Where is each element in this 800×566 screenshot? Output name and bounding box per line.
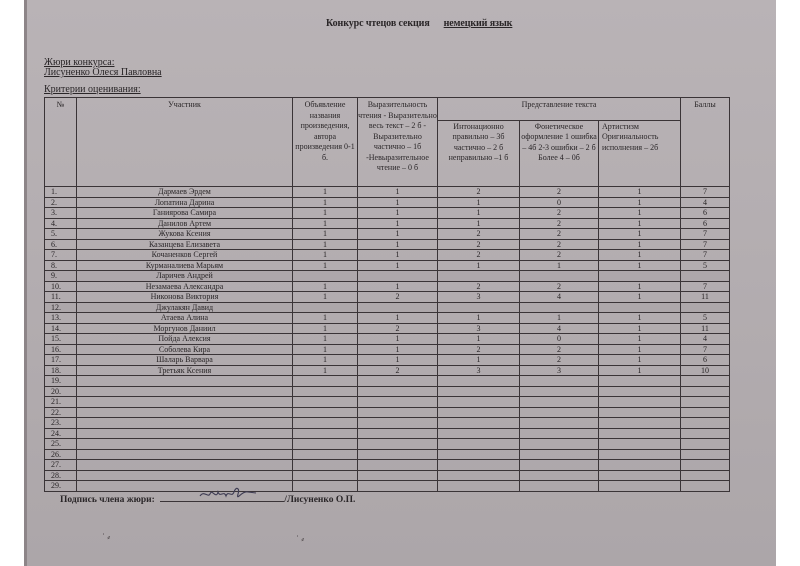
cell-name: Ганиярова Самира <box>77 208 293 219</box>
cell-inton: 2 <box>438 239 520 250</box>
cell-total <box>681 418 730 429</box>
cell-inton: 2 <box>438 229 520 240</box>
table-row <box>45 344 730 355</box>
cell-express <box>358 449 438 460</box>
cell-total <box>681 460 730 471</box>
cell-art <box>599 439 681 450</box>
signature-line <box>160 492 284 502</box>
cell-art: 1 <box>599 197 681 208</box>
cell-art <box>599 302 681 313</box>
cell-announce <box>293 428 358 439</box>
cell-inton <box>438 481 520 492</box>
cell-inton: 1 <box>438 218 520 229</box>
cell-inton: 1 <box>438 313 520 324</box>
cell-express: 2 <box>358 292 438 303</box>
cell-announce <box>293 481 358 492</box>
document-title <box>326 18 512 29</box>
title-text: Конкурс чтецов секция <box>326 18 430 29</box>
cell-art: 1 <box>599 208 681 219</box>
header-participant: Участник <box>77 98 293 187</box>
cell-art: 1 <box>599 313 681 324</box>
cell-name <box>77 376 293 387</box>
header-announcement: Объявление названия произведения, автора произведения 0-1 б. <box>293 98 358 187</box>
cell-phon: 1 <box>520 260 599 271</box>
cell-express: 2 <box>358 365 438 376</box>
cell-num: 23. <box>45 418 77 429</box>
cell-num: 21. <box>45 397 77 408</box>
table-row <box>45 407 730 418</box>
cell-announce: 1 <box>293 365 358 376</box>
cell-express: 1 <box>358 281 438 292</box>
cell-art: 1 <box>599 281 681 292</box>
cell-inton: 1 <box>438 197 520 208</box>
cell-total <box>681 449 730 460</box>
cell-announce <box>293 460 358 471</box>
cell-phon <box>520 397 599 408</box>
cell-art: 1 <box>599 292 681 303</box>
cell-name: Курманалиева Марьям <box>77 260 293 271</box>
cell-express <box>358 460 438 471</box>
cell-num: 3. <box>45 208 77 219</box>
cell-art <box>599 460 681 471</box>
cell-inton: 2 <box>438 250 520 261</box>
cell-num: 17. <box>45 355 77 366</box>
cell-num: 7. <box>45 250 77 261</box>
cell-total <box>681 481 730 492</box>
cell-num: 2. <box>45 197 77 208</box>
cell-total <box>681 386 730 397</box>
cell-name: Третьяк Ксения <box>77 365 293 376</box>
cell-announce: 1 <box>293 250 358 261</box>
cell-num: 18. <box>45 365 77 376</box>
table-row <box>45 428 730 439</box>
cell-total: 7 <box>681 250 730 261</box>
cell-total: 4 <box>681 334 730 345</box>
cell-art <box>599 428 681 439</box>
cell-art <box>599 376 681 387</box>
section-name: немецкий язык <box>443 18 513 29</box>
cell-phon: 2 <box>520 208 599 219</box>
cell-announce: 1 <box>293 197 358 208</box>
cell-inton <box>438 418 520 429</box>
cell-name <box>77 481 293 492</box>
cell-total: 11 <box>681 323 730 334</box>
cell-art: 1 <box>599 365 681 376</box>
cell-num: 8. <box>45 260 77 271</box>
cell-inton: 2 <box>438 344 520 355</box>
cell-num: 6. <box>45 239 77 250</box>
cell-num: 5. <box>45 229 77 240</box>
table-row <box>45 323 730 334</box>
cell-express: 1 <box>358 250 438 261</box>
table-row <box>45 313 730 324</box>
cell-inton: 3 <box>438 323 520 334</box>
cell-num: 9. <box>45 271 77 282</box>
table-row <box>45 397 730 408</box>
cell-express <box>358 481 438 492</box>
cell-phon: 2 <box>520 229 599 240</box>
header-artistry: Артистизм Оригинальность исполнения – 2б <box>599 120 681 186</box>
table-row <box>45 481 730 492</box>
cell-art: 1 <box>599 355 681 366</box>
cell-announce <box>293 418 358 429</box>
cell-inton <box>438 376 520 387</box>
cell-art: 1 <box>599 250 681 261</box>
cell-num: 26. <box>45 449 77 460</box>
cell-announce: 1 <box>293 239 358 250</box>
cell-express: 1 <box>358 208 438 219</box>
table-row <box>45 365 730 376</box>
cell-phon: 3 <box>520 365 599 376</box>
cell-num: 1. <box>45 187 77 198</box>
cell-num: 25. <box>45 439 77 450</box>
cell-phon <box>520 302 599 313</box>
cell-name: Джулакян Давид <box>77 302 293 313</box>
cell-express <box>358 271 438 282</box>
header-presentation: Представление текста <box>438 98 681 121</box>
cell-announce <box>293 386 358 397</box>
cell-name: Кочаненков Сергей <box>77 250 293 261</box>
cell-total: 5 <box>681 260 730 271</box>
cell-phon <box>520 439 599 450</box>
cell-phon <box>520 386 599 397</box>
signature-name: /Лисуненко О.П. <box>284 495 356 505</box>
signature-block <box>60 492 355 505</box>
cell-announce: 1 <box>293 344 358 355</box>
cell-inton: 1 <box>438 334 520 345</box>
cell-num: 4. <box>45 218 77 229</box>
table-row <box>45 281 730 292</box>
cell-phon: 2 <box>520 187 599 198</box>
table-row <box>45 376 730 387</box>
table-row <box>45 292 730 303</box>
cell-art <box>599 397 681 408</box>
cell-inton: 1 <box>438 208 520 219</box>
speck-mark: ˙ ⸗ <box>296 534 305 544</box>
cell-total: 7 <box>681 239 730 250</box>
cell-phon <box>520 418 599 429</box>
cell-num: 11. <box>45 292 77 303</box>
cell-art <box>599 407 681 418</box>
cell-num: 16. <box>45 344 77 355</box>
cell-art: 1 <box>599 218 681 229</box>
cell-total: 6 <box>681 218 730 229</box>
cell-name: Моргунов Даниил <box>77 323 293 334</box>
cell-inton: 1 <box>438 260 520 271</box>
cell-announce: 1 <box>293 281 358 292</box>
cell-inton <box>438 460 520 471</box>
header-total: Баллы <box>681 98 730 187</box>
cell-total <box>681 302 730 313</box>
table-row <box>45 260 730 271</box>
cell-phon: 2 <box>520 218 599 229</box>
cell-name <box>77 397 293 408</box>
table-row <box>45 449 730 460</box>
cell-express: 1 <box>358 197 438 208</box>
cell-total <box>681 271 730 282</box>
table-row <box>45 418 730 429</box>
cell-announce: 1 <box>293 187 358 198</box>
cell-total: 4 <box>681 197 730 208</box>
cell-total <box>681 428 730 439</box>
cell-announce <box>293 397 358 408</box>
cell-phon: 2 <box>520 355 599 366</box>
cell-announce: 1 <box>293 208 358 219</box>
cell-phon <box>520 407 599 418</box>
header-expressiveness: Выразительность чтения - Выразительно весь текст – 2 б - Выразительно частично – 1б -Невыразительное чтение – 0 б <box>358 98 438 187</box>
cell-art: 1 <box>599 323 681 334</box>
cell-phon <box>520 428 599 439</box>
cell-art: 1 <box>599 334 681 345</box>
handwritten-signature-icon <box>198 484 258 504</box>
cell-announce: 1 <box>293 292 358 303</box>
document-paper <box>24 0 776 566</box>
cell-name: Ларичев Андрей <box>77 271 293 282</box>
cell-art: 1 <box>599 239 681 250</box>
cell-express: 1 <box>358 187 438 198</box>
cell-express: 2 <box>358 323 438 334</box>
table-row <box>45 250 730 261</box>
cell-announce <box>293 407 358 418</box>
cell-phon <box>520 376 599 387</box>
cell-phon <box>520 449 599 460</box>
cell-inton: 3 <box>438 365 520 376</box>
cell-express: 1 <box>358 344 438 355</box>
score-table-body <box>45 187 730 492</box>
table-row <box>45 302 730 313</box>
cell-num: 14. <box>45 323 77 334</box>
cell-num: 12. <box>45 302 77 313</box>
table-row <box>45 460 730 471</box>
cell-phon <box>520 271 599 282</box>
table-row <box>45 197 730 208</box>
cell-inton <box>438 470 520 481</box>
cell-name <box>77 460 293 471</box>
table-row <box>45 271 730 282</box>
cell-announce: 1 <box>293 218 358 229</box>
cell-art <box>599 386 681 397</box>
cell-phon: 1 <box>520 313 599 324</box>
cell-express <box>358 439 438 450</box>
cell-inton <box>438 407 520 418</box>
cell-total: 10 <box>681 365 730 376</box>
cell-num: 24. <box>45 428 77 439</box>
cell-art <box>599 449 681 460</box>
cell-express <box>358 397 438 408</box>
cell-phon: 2 <box>520 281 599 292</box>
cell-total <box>681 439 730 450</box>
signature-label: Подпись члена жюри: <box>60 495 155 505</box>
cell-inton <box>438 449 520 460</box>
table-row <box>45 334 730 345</box>
table-row <box>45 187 730 198</box>
cell-name: Казанцева Елизавета <box>77 239 293 250</box>
cell-announce <box>293 302 358 313</box>
cell-express: 1 <box>358 229 438 240</box>
cell-inton <box>438 428 520 439</box>
cell-name: Шаларь Варвара <box>77 355 293 366</box>
cell-inton: 2 <box>438 187 520 198</box>
jury-name: Лисуненко Олеся Павловна <box>44 67 162 78</box>
cell-total: 5 <box>681 313 730 324</box>
table-row <box>45 208 730 219</box>
cell-total: 6 <box>681 355 730 366</box>
cell-express: 1 <box>358 313 438 324</box>
cell-total <box>681 470 730 481</box>
cell-express <box>358 407 438 418</box>
cell-num: 19. <box>45 376 77 387</box>
cell-phon <box>520 470 599 481</box>
cell-art <box>599 481 681 492</box>
cell-num: 29. <box>45 481 77 492</box>
cell-num: 20. <box>45 386 77 397</box>
cell-announce <box>293 470 358 481</box>
cell-express: 1 <box>358 355 438 366</box>
cell-num: 22. <box>45 407 77 418</box>
cell-num: 15. <box>45 334 77 345</box>
cell-name <box>77 470 293 481</box>
table-row <box>45 470 730 481</box>
cell-inton: 1 <box>438 355 520 366</box>
cell-name <box>77 449 293 460</box>
cell-inton <box>438 386 520 397</box>
table-row <box>45 355 730 366</box>
cell-num: 27. <box>45 460 77 471</box>
cell-phon: 0 <box>520 334 599 345</box>
cell-art: 1 <box>599 260 681 271</box>
cell-art: 1 <box>599 229 681 240</box>
cell-announce <box>293 271 358 282</box>
jury-label: Жюри конкурса: <box>44 57 115 68</box>
cell-announce <box>293 439 358 450</box>
cell-inton <box>438 439 520 450</box>
cell-name <box>77 418 293 429</box>
cell-name: Пойда Алексия <box>77 334 293 345</box>
cell-name: Жукова Ксения <box>77 229 293 240</box>
table-row <box>45 218 730 229</box>
cell-inton: 2 <box>438 281 520 292</box>
cell-phon: 4 <box>520 323 599 334</box>
cell-express: 1 <box>358 334 438 345</box>
cell-announce: 1 <box>293 334 358 345</box>
cell-express <box>358 470 438 481</box>
cell-total <box>681 376 730 387</box>
cell-art: 1 <box>599 187 681 198</box>
score-table <box>44 97 730 492</box>
table-row <box>45 439 730 450</box>
table-row <box>45 239 730 250</box>
cell-express <box>358 428 438 439</box>
criteria-label: Критерии оценивания: <box>44 84 141 95</box>
header-phonetic: Фонетическое оформление 1 ошибка – 4б 2-3 ошибки – 2 б Более 4 – 0б <box>520 120 599 186</box>
cell-phon <box>520 481 599 492</box>
cell-announce: 1 <box>293 313 358 324</box>
cell-art <box>599 418 681 429</box>
cell-num: 13. <box>45 313 77 324</box>
cell-name: Никонова Виктория <box>77 292 293 303</box>
cell-announce: 1 <box>293 260 358 271</box>
cell-express <box>358 386 438 397</box>
cell-express: 1 <box>358 218 438 229</box>
cell-name: Атаева Алина <box>77 313 293 324</box>
header-intonation: Интонационно правильно – 3б частично – 2 б неправильно –1 б <box>438 120 520 186</box>
cell-phon <box>520 460 599 471</box>
cell-name: Дармаев Эрдем <box>77 187 293 198</box>
cell-phon: 2 <box>520 250 599 261</box>
cell-name: Лопатина Дарина <box>77 197 293 208</box>
header-num: № <box>45 98 77 187</box>
cell-art <box>599 470 681 481</box>
cell-total: 7 <box>681 281 730 292</box>
cell-name <box>77 428 293 439</box>
cell-phon: 4 <box>520 292 599 303</box>
cell-announce: 1 <box>293 323 358 334</box>
cell-total <box>681 397 730 408</box>
cell-art: 1 <box>599 344 681 355</box>
cell-name: Незамаева Александра <box>77 281 293 292</box>
cell-express <box>358 376 438 387</box>
cell-express <box>358 418 438 429</box>
cell-total: 7 <box>681 344 730 355</box>
cell-art <box>599 271 681 282</box>
cell-announce: 1 <box>293 355 358 366</box>
cell-total: 7 <box>681 229 730 240</box>
speck-mark: ˙ ⸗ <box>102 532 111 542</box>
cell-name <box>77 439 293 450</box>
cell-name: Соболева Кира <box>77 344 293 355</box>
cell-express: 1 <box>358 260 438 271</box>
table-row <box>45 386 730 397</box>
cell-num: 10. <box>45 281 77 292</box>
cell-total: 6 <box>681 208 730 219</box>
cell-announce: 1 <box>293 229 358 240</box>
cell-phon: 2 <box>520 239 599 250</box>
cell-name: Данилов Артем <box>77 218 293 229</box>
cell-phon: 0 <box>520 197 599 208</box>
cell-total: 7 <box>681 187 730 198</box>
cell-express <box>358 302 438 313</box>
cell-name <box>77 386 293 397</box>
cell-express: 1 <box>358 239 438 250</box>
cell-announce <box>293 376 358 387</box>
cell-inton: 3 <box>438 292 520 303</box>
cell-announce <box>293 449 358 460</box>
cell-inton <box>438 397 520 408</box>
cell-num: 28. <box>45 470 77 481</box>
cell-phon: 2 <box>520 344 599 355</box>
cell-total <box>681 407 730 418</box>
cell-total: 11 <box>681 292 730 303</box>
cell-inton <box>438 302 520 313</box>
table-row <box>45 229 730 240</box>
cell-name <box>77 407 293 418</box>
cell-inton <box>438 271 520 282</box>
